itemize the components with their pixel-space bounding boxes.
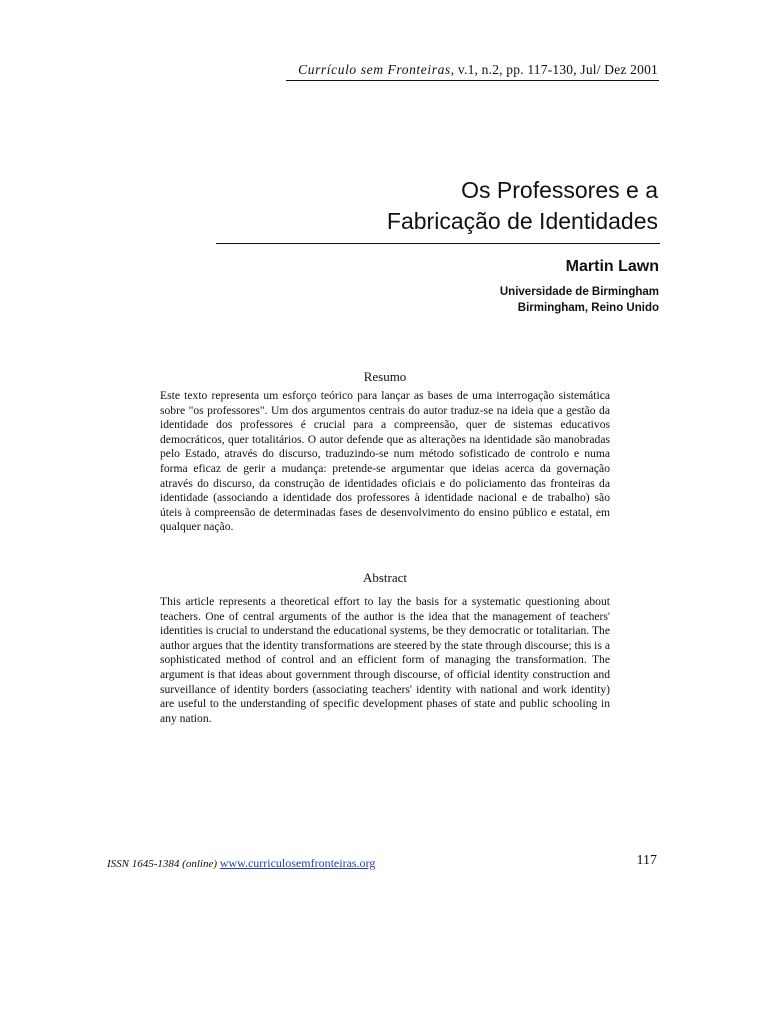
abstract-body: This article represents a theoretical effort to lay the basis for a systematic questioning about teachers. One of central arguments of the author is the idea that the management of teachers' identities is crucial to understand the educational systems, be they democratic or totalitarian. The author argues that the identity transformations are steered by the state through discourse; this is a sophisticated method of control and an efficient form of managing the transformation. The argument is that ideas about government through discourse, of official identity construction and surveillance of identity borders (associating teachers' identity with national and work identity) are useful to the understanding of specific development phases of state and public schooling in any nation. — [160, 595, 610, 725]
resumo-heading: Resumo — [363, 369, 407, 384]
footer — [107, 856, 375, 871]
journal-name: Currículo sem Fronteiras — [298, 62, 451, 77]
resumo-body: Este texto representa um esforço teórico para lançar as bases de uma interrogação sistemática sobre "os professores". Um dos argumentos centrais do autor traduz-se na ideia que a gestão da identidade dos professores é crucial para a compreensão, quer de sistemas educativos democráticos, quer totalitários. O autor defende que as alterações na identidade são manobradas pelo Estado, através do discurso, traduzindo-se num método sofisticado de controlo e numa forma eficaz de gerir a mudança: pretende-se argumentar que ideias acerca da governação através do discurso, da construção de identidades oficiais e do policiamento das fronteiras da identidade (associando a identidade dos professores à identidade nacional e de trabalho) são úteis à compreensão de determinadas fases de desenvolvimento do ensino público e estatal, em qualquer nação. — [160, 389, 610, 534]
title-rule — [216, 243, 660, 244]
title-line-2: Fabricação de Identidades — [386, 208, 658, 234]
title-line-1: Os Professores e a — [461, 177, 658, 203]
running-header — [280, 62, 658, 78]
issn-label: ISSN 1645-1384 (online) — [107, 858, 217, 870]
author-affiliation — [500, 284, 659, 316]
author-name: Martin Lawn — [565, 258, 659, 275]
article-title — [387, 175, 658, 237]
journal-website-link[interactable]: www.curriculosemfronteiras.org — [219, 856, 376, 870]
abstract-heading: Abstract — [362, 570, 408, 585]
page-number: 117 — [636, 853, 657, 868]
affiliation-location: Birmingham, Reino Unido — [517, 302, 659, 314]
affiliation-university: Universidade de Birmingham — [499, 286, 659, 298]
header-rule — [286, 80, 659, 81]
citation-info: , v.1, n.2, pp. 117-130, Jul/ Dez 2001 — [450, 62, 658, 77]
